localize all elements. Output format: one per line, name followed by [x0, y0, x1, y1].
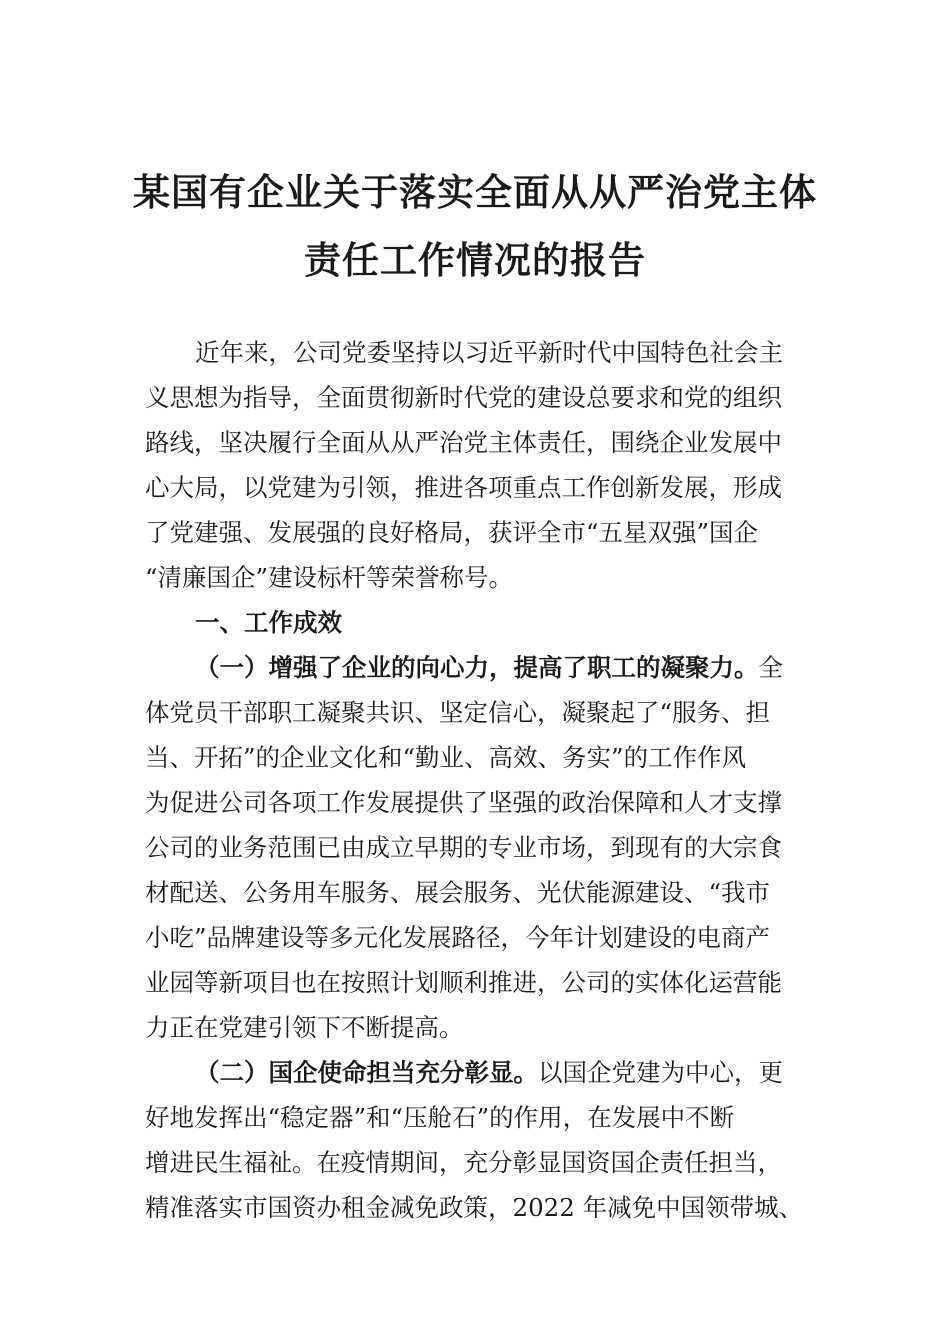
subsection-1-line: 材配送、公务用车服务、展会服务、光伏能源建设、“我市 [145, 878, 771, 907]
intro-line: 近年来，公司党委坚持以习近平新时代中国特色社会主 [195, 338, 783, 367]
section-heading: 一、工作成效 [195, 608, 342, 637]
intro-line: 义思想为指导，全面贯彻新时代党的建设总要求和党的组织 [145, 383, 782, 412]
document-title-line-1: 某国有企业关于落实全面从从严治党主体 [133, 170, 817, 214]
intro-line: 路线，坚决履行全面从从严治党主体责任，围绕企业发展中 [145, 428, 782, 457]
subsection-1-line: 力正在党建引领下不断提高。 [145, 1013, 464, 1042]
document-body [145, 330, 815, 1230]
document-title-line-2: 责任工作情况的报告 [304, 238, 646, 282]
subsection-2-line: 好地发挥出“稳定器”和“压舱石”的作用，在发展中不断 [145, 1103, 735, 1132]
subsection-2-first-line [145, 1050, 815, 1095]
subsection-2-first-tail: 以国企党建为中心，更 [538, 1058, 783, 1087]
subsection-2-line: 增进民生福祉。在疫情期间，充分彰显国资国企责任担当， [145, 1148, 782, 1177]
subsection-2-line: 精准落实市国资办租金减免政策，2022 年减免中国领带城、 [145, 1193, 804, 1222]
subsection-1-line: 为促进公司各项工作发展提供了坚强的政治保障和人才支撑 [145, 788, 782, 817]
intro-line: “清廉国企”建设标杆等荣誉称号。 [145, 563, 514, 592]
subsection-1-line: 业园等新项目也在按照计划顺利推进，公司的实体化运营能 [145, 968, 782, 997]
subsection-2-heading: （二）国企使命担当充分彰显。 [195, 1058, 538, 1087]
subsection-1-line: 体党员干部职工凝聚共识、坚定信心，凝聚起了“服务、担 [145, 698, 771, 727]
subsection-1-first-line [145, 645, 815, 690]
subsection-1-line: 小吃”品牌建设等多元化发展路径，今年计划建设的电商产 [145, 923, 771, 952]
subsection-1-first-tail: 全 [758, 653, 783, 682]
intro-line: 心大局，以党建为引领，推进各项重点工作创新发展，形成 [145, 473, 782, 502]
intro-line: 了党建强、发展强的良好格局，获评全市“五星双强”国企 [145, 518, 759, 547]
subsection-1-line: 公司的业务范围已由成立早期的专业市场，到现有的大宗食 [145, 833, 782, 862]
subsection-1-line: 当、开拓”的企业文化和“勤业、高效、务实”的工作作风 [145, 743, 747, 772]
subsection-1-heading: （一）增强了企业的向心力，提高了职工的凝聚力。 [195, 653, 759, 682]
